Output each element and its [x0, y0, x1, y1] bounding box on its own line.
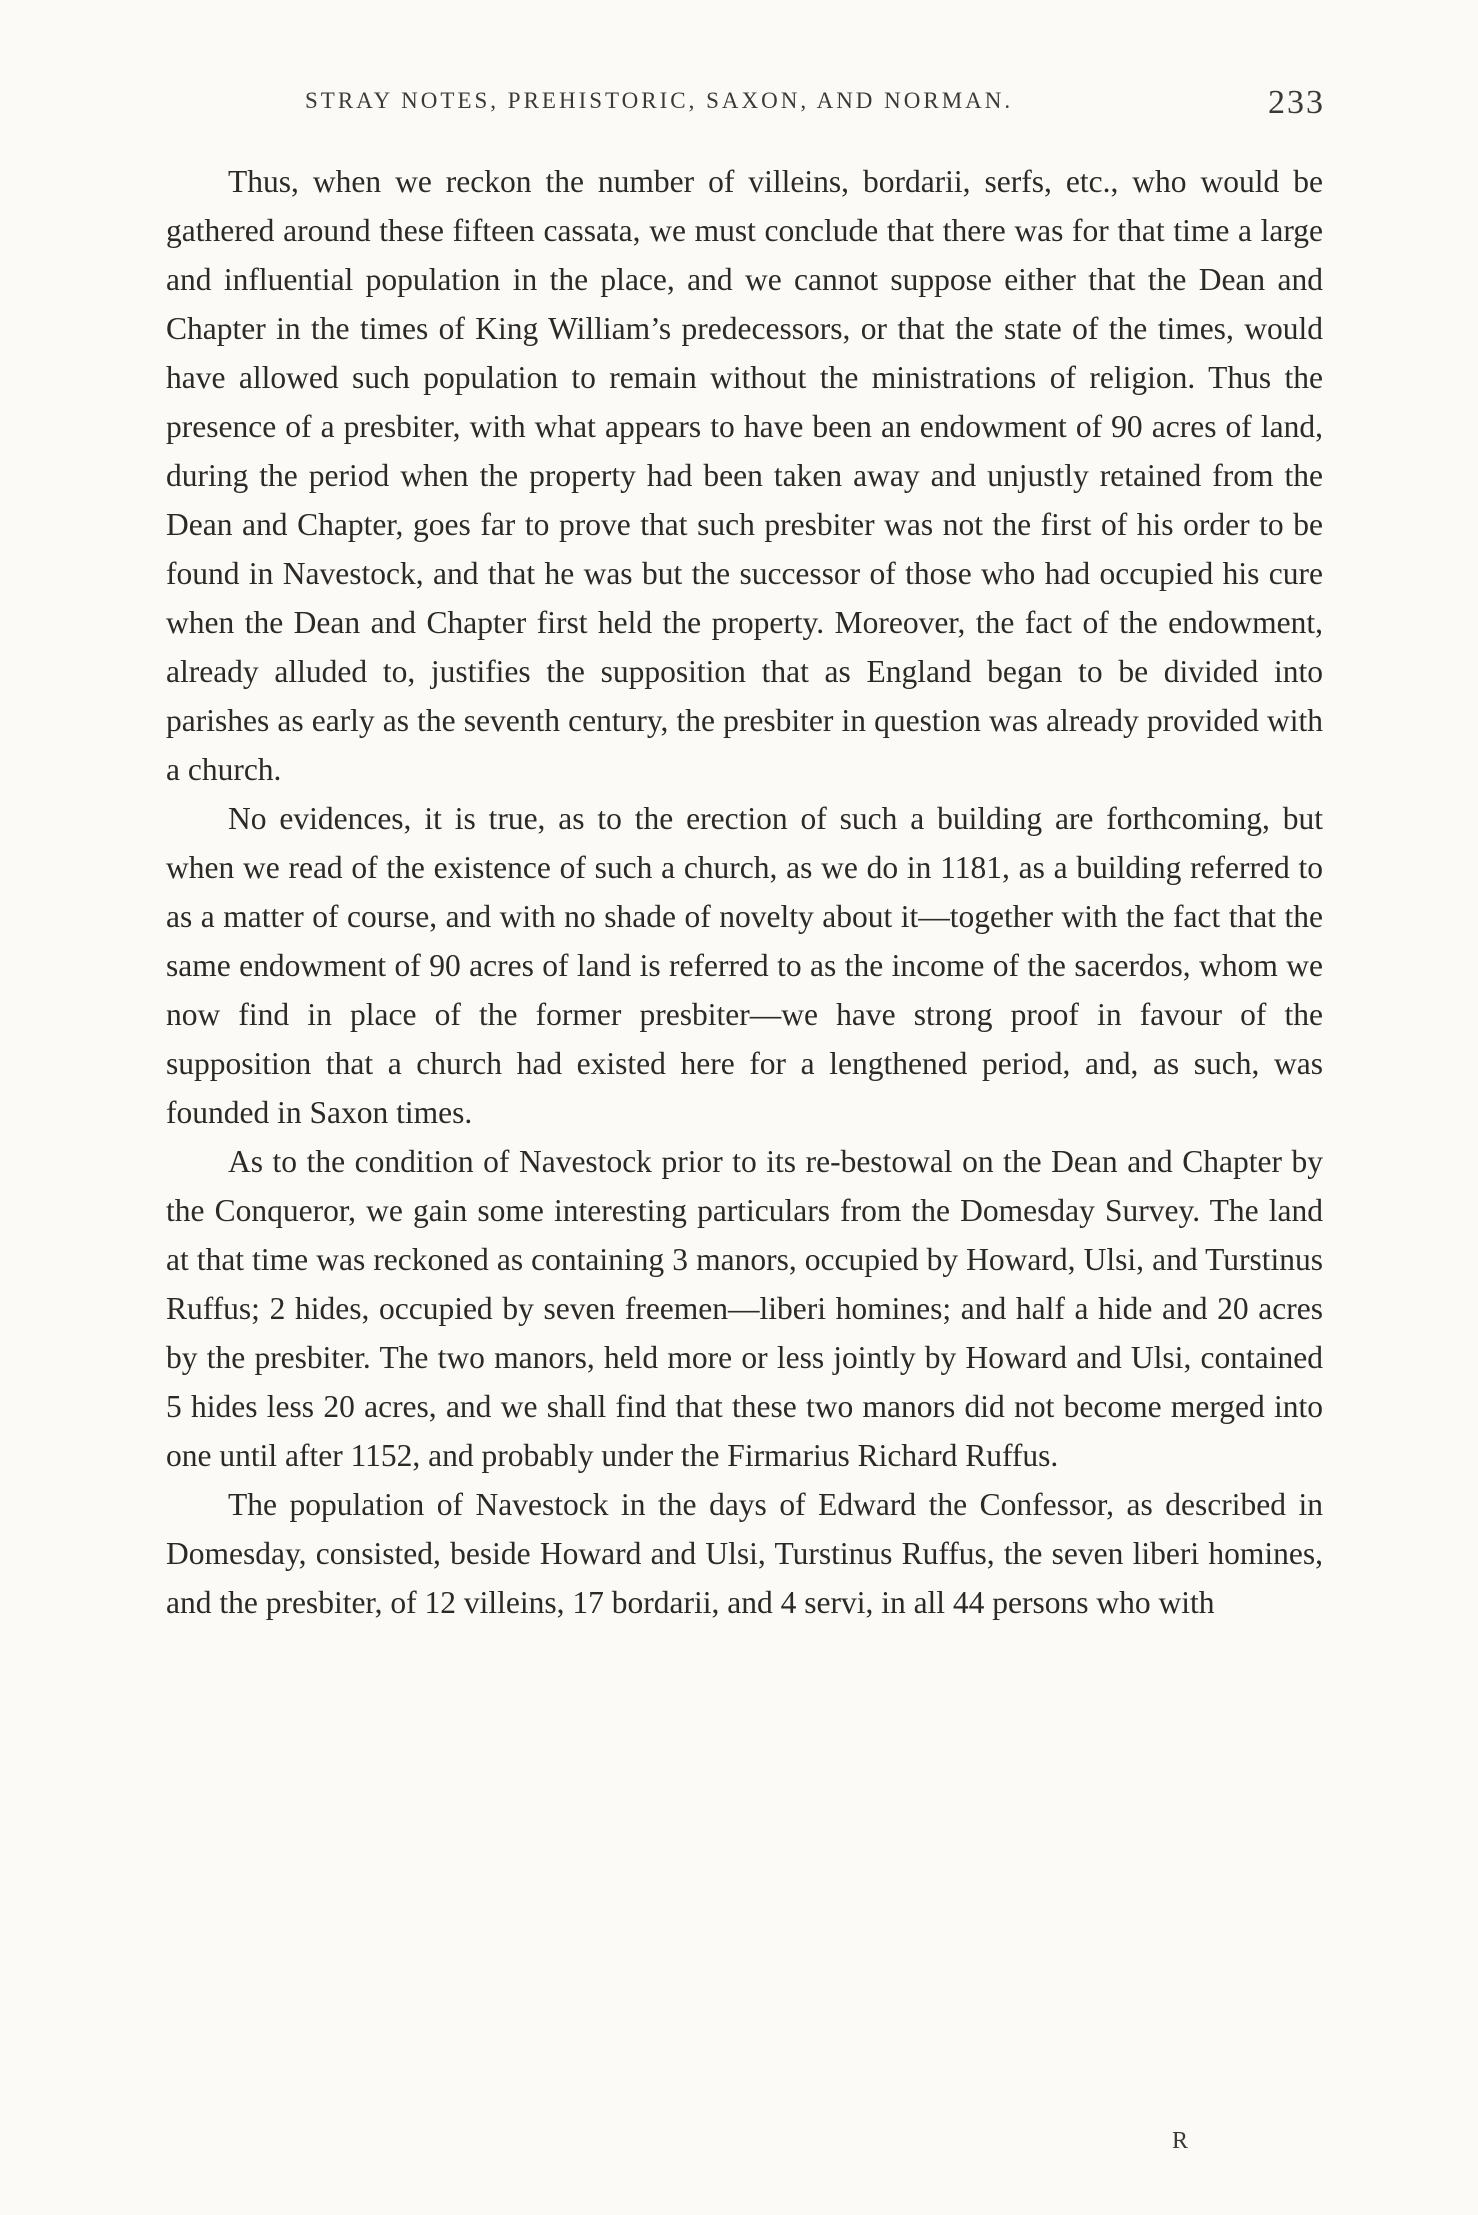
body-text — [166, 157, 1323, 1627]
page-number: 233 — [1268, 84, 1325, 121]
paragraph-1: Thus, when we reckon the number of villeins, bordarii, serfs, etc., who would be gathered around these fifteen cassata, we must conclude that there was for that time a large and influential population in the place, and we cannot suppose either that the Dean and Chapter in the times of King William’s predecessors, or that the state of the times, would have allowed such population to remain without the ministrations of religion. Thus the presence of a presbiter, with what appears to have been an endowment of 90 acres of land, during the period when the property had been taken away and unjustly retained from the Dean and Chapter, goes far to prove that such presbiter was not the first of his order to be found in Navestock, and that he was but the successor of those who had occupied his cure when the Dean and Chapter first held the property. Moreover, the fact of the endowment, already alluded to, justifies the supposition that as England began to be divided into parishes as early as the seventh century, the presbiter in question was already provided with a church. — [166, 164, 1323, 787]
running-title: STRAY NOTES, PREHISTORIC, SAXON, AND NORMAN. — [305, 88, 1014, 113]
paragraph-3: As to the condition of Navestock prior to its re-bestowal on the Dean and Chapter by the Conqueror, we gain some interesting particulars from the Domesday Survey. The land at that time was reckoned as containing 3 manors, occupied by Howard, Ulsi, and Turstinus Ruffus; 2 hides, occupied by seven freemen—liberi homines; and half a hide and 20 acres by the presbiter. The two manors, held more or less jointly by Howard and Ulsi, contained 5 hides less 20 acres, and we shall find that these two manors did not become merged into one until after 1152, and probably under the Firmarius Richard Ruffus. — [166, 1144, 1323, 1473]
running-head — [165, 84, 1325, 124]
signature-mark: R — [1172, 2128, 1189, 2154]
paragraph-2: No evidences, it is true, as to the erection of such a building are forthcoming, but when we read of the existence of such a church, as we do in 1181, as a building referred to as a matter of course, and with no shade of novelty about it—together with the fact that the same endowment of 90 acres of land is referred to as the income of the sacerdos, whom we now find in place of the former presbiter—we have strong proof in favour of the supposition that a church had existed here for a lengthened period, and, as such, was founded in Saxon times. — [166, 801, 1323, 1130]
paragraph-4: The population of Navestock in the days of Edward the Confessor, as described in Domesday, consisted, beside Howard and Ulsi, Turstinus Ruffus, the seven liberi homines, and the presbiter, of 12 villeins, 17 bordarii, and 4 servi, in all 44 persons who with — [166, 1487, 1323, 1620]
